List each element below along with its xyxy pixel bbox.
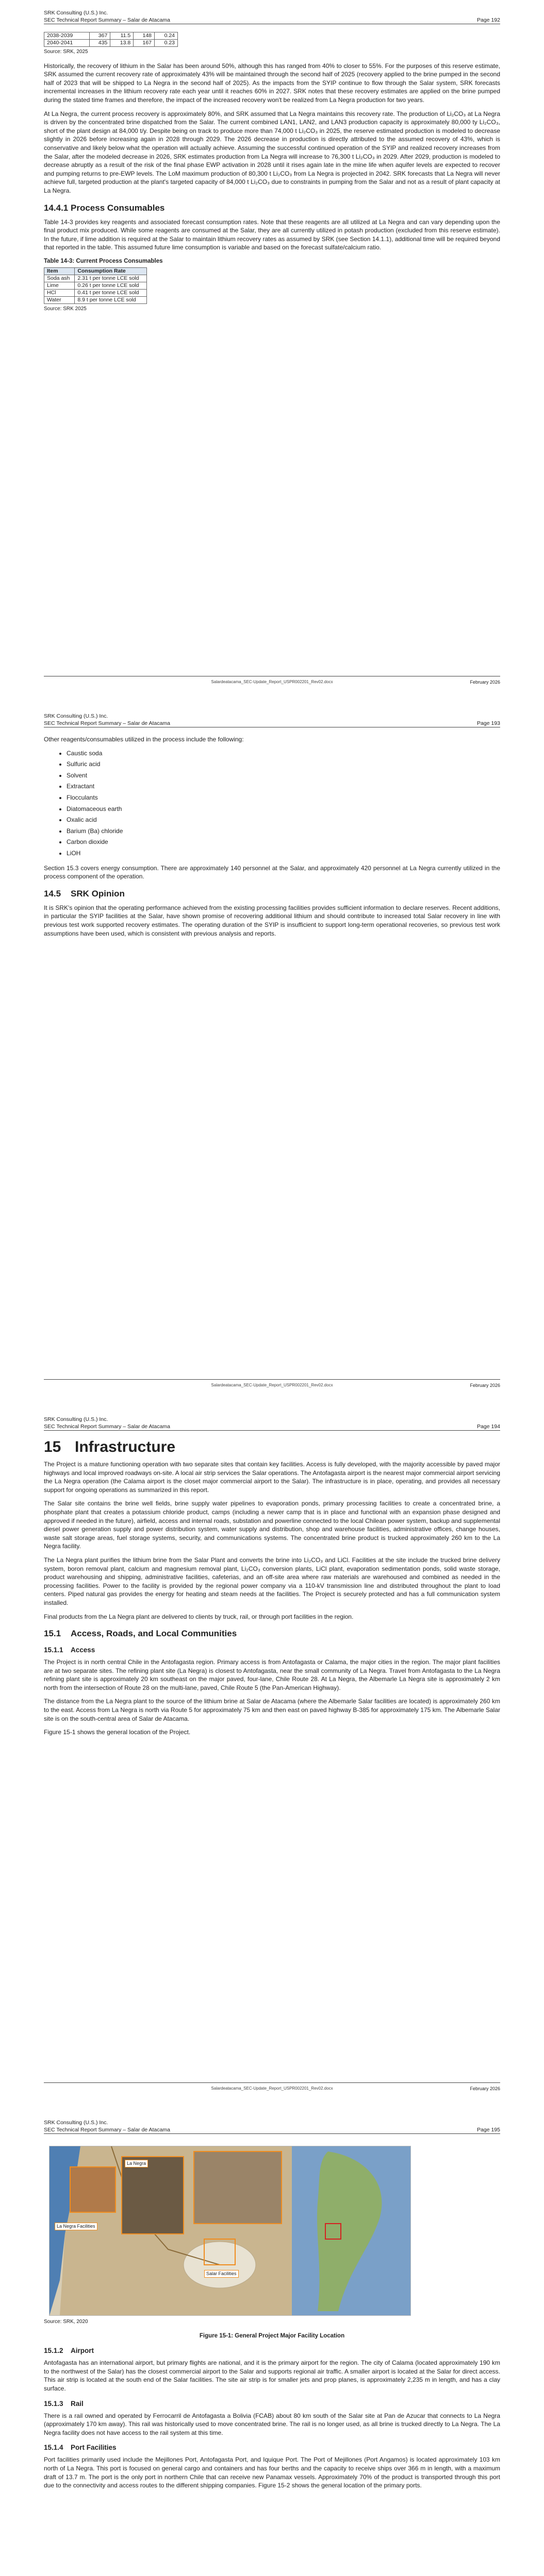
subsection-title: Port Facilities: [71, 2444, 117, 2452]
table-cell: 13.8: [110, 40, 134, 47]
page-footer: [44, 2082, 500, 2097]
salar-inset-photo: [194, 2151, 282, 2224]
paragraph: Figure 15-1 shows the general location of the Project.: [44, 1728, 191, 1736]
table-cell: 2038-2039: [44, 32, 90, 40]
table-cell: Water: [44, 297, 75, 304]
section-title: SRK Opinion: [71, 888, 125, 899]
page-194: [0, 1406, 544, 2110]
list-item: • Diatomaceous earth: [67, 805, 500, 814]
table-cell: 167: [134, 40, 155, 47]
chapter-number: 15: [44, 1438, 61, 1455]
header-report: SEC Technical Report Summary – Salar de Atacama: [44, 2127, 170, 2133]
table-source: Source: SRK, 2025: [44, 49, 88, 55]
la-negra-inset-marker: [70, 2167, 116, 2212]
header-report: SEC Technical Report Summary – Salar de Atacama: [44, 1423, 170, 1430]
section-number: 14.5: [44, 888, 61, 899]
footer-date: February 2026: [470, 1383, 500, 1388]
section-title: Access, Roads, and Local Communities: [71, 1629, 237, 1639]
paragraph: At La Negra, the current process recovery is approximately 80%, and SRK assumed that La Negra maintains this recovery rate. The production of Li₂CO₃ at La Negra is driven by the concentrated brine dispatched from the Salar. The current combined LAN1, LAN2, and LAN3 production capacity is approximately 80,000 ty Li₂CO₃, short of the plant design at 84,000 t/y. Despite being on track to produce more than 74,000 t Li₂CO₃ in 2025, the reserve estimated production is modeled to decrease slightly in 2026 before increasing again in 2028 through 2029. The 2026 decrease in production is directly attributed to the assumed recovery of 43%, which is conservative and likely below what the operation will actually achieve. Assuming the successful continued operation of the SYIP and realized recovery increases from the Salar, after the modeled decrease in 2026, SRK estimates production from La Negra will increase to 76,300 t Li₂CO₃ in 2029. After 2029, production is modeled to decrease abruptly as a result of the risk of the final phase EWP activation in 2028 until it rises again late in the mine life when aquifer levels are expected to recover and pumping returns to pre-EWP levels. The LoM maximum production of 80,300 t Li₂CO₃ from La Negra is projected in 2042. SRK forecasts that La Negra will never achieve full, targeted production at the plant's targeted capacity of 84,000 t Li₂CO₃ due to constraints in pumping from the Salar and not as a result of plant capacity at La Negra.: [44, 110, 500, 194]
salar-label: Salar Facilities: [204, 2270, 239, 2278]
table-cell: 148: [134, 32, 155, 40]
table-cell: 2040-2041: [44, 40, 90, 47]
table-cell: HCl: [44, 290, 75, 297]
section-title: Process Consumables: [71, 202, 165, 213]
paragraph: Port facilities primarily used include the Mejillones Port, Antofagasta Port, and Iquique Port. The Port of Mejillones (Port Angamos) is located approximately 103 km north of La Negra. This port is focused on general cargo and containers and has four berths and the capacity to receive ships over 366 m in length, with a maximum draft of 13.7 m. The port is the only port in northern Chile that can receive new Panamax vessels. Approximately 70% of the product is transported through this port due to the connectivity and access routes to the different shipping companies. Figure 15-2 shows the general location of the primary ports.: [44, 2456, 500, 2489]
page-195: [0, 2110, 544, 2576]
paragraph: Final products from the La Negra plant are delivered to clients by truck, rail, or through port facilities in the region.: [44, 1613, 354, 1620]
paragraph: There is a rail owned and operated by Ferrocarril de Antofagasta a Bolivia (FCAB) about 80 km south of the Salar site at Pan de Azucar that connects to La Negra (approximately 170 km away). This rail was historically used to move concentrated brine. The rail is no longer used, as all brine is trucked directly to La Negra. The La Negra facility does not have access to the rail system at this time.: [44, 2412, 500, 2436]
table-cell: 0.41 t per tonne LCE sold: [75, 290, 147, 297]
table-cell: Lime: [44, 282, 75, 290]
page-body: [44, 32, 500, 319]
location-map-figure: [49, 2146, 411, 2316]
page-footer: [44, 1379, 500, 1394]
inset-label: La Negra: [125, 2160, 148, 2167]
paragraph: The La Negra plant purifies the lithium brine from the Salar Plant and converts the brine into Li₂CO₃ and LiCl. Facilities at the site include the trucked brine delivery system, boron removal plant, calcium and magnesium removal plant, Li₂CO₃ conversion plants, LiCl plant, evaporation sedimentation ponds, solid waste storage, product warehousing and shipping, administrative facilities, cafeterias, and an off-site area where raw materials are warehoused and combined as needed in the processing facilities. Power to the facility is provided by the regional power company via a 110-kV transmission line and distributed throughout the plant to load centers. Piped natural gas provides the energy for heating and steam needs at the facilities. The Project is securely protected and has a full communication system installed.: [44, 1556, 500, 1606]
list-item: • LiOH: [67, 849, 500, 858]
header-left: [44, 1416, 170, 1430]
subsection-title: Access: [71, 1646, 95, 1654]
page-number: Page 195: [477, 2127, 500, 2133]
la-negra-inset-photo: [122, 2157, 184, 2234]
header-company: SRK Consulting (U.S.) Inc.: [44, 1416, 108, 1422]
paragraph: Section 15.3 covers energy consumption. There are approximately 140 personnel at the Salar, and approximately 420 personnel at La Negra currently utilized in the process component of the operation.: [44, 864, 500, 880]
table-header: Item: [44, 268, 75, 275]
table-cell: 0.26 t per tonne LCE sold: [75, 282, 147, 290]
list-item: • Caustic soda: [67, 749, 500, 758]
header-company: SRK Consulting (U.S.) Inc.: [44, 10, 108, 16]
paragraph: Antofagasta has an international airport, but primary flights are national, and it is the primary airport for the region. The city of Calama (located approximately 190 km to the northwest of the Salar) has the closest commercial airport to the Salar and supports regional air traffic. A smaller airport is located at the Salar for direct access. This air strip is located at the south end of the Salar facilities. The site air strip is for smaller jets and prop planes, is approximately 2,235 m in length, and has a clay surface.: [44, 2359, 500, 2392]
list-item: • Barium (Ba) chloride: [67, 827, 500, 836]
table-row: [44, 32, 178, 40]
page-header: [44, 1415, 500, 1431]
footer-date: February 2026: [470, 680, 500, 685]
table-header-row: [44, 268, 147, 275]
paragraph: Table 14-3 provides key reagents and associated forecast consumption rates. Note that these reagents are all utilized at La Negra and can vary depending upon the final product mix produced. While some reagents are consumed at the Salar, they are all currently utilized in potash production (excluded from this reserve estimate). In the future, if lime addition is required at the Salar to maintain lithium recovery rates as assumed by SRK (see Section 14.1.1), additional time will be required beyond that reported in the table. This assumed future lime consumption is variable and based on the forecast sulfate/calcium ratio.: [44, 218, 500, 251]
table-cell: 11.5: [110, 32, 134, 40]
page-header: [44, 8, 500, 24]
list-item: • Sulfuric acid: [67, 760, 500, 769]
paragraph: The Salar site contains the brine well fields, brine supply water pipelines to evaporation ponds, primary processing facilities to create a concentrated brine, a phosphate plant that creates a potassium chloride product, camps (including a newer camp that is in place and functional with an expansion phase designed and approved if needed in the future), airfield, access and internal roads, substation and powerline connected to the local Chilean power system, backup and supplemental diesel power generation supply and power distribution system, water supply and distribution, shop and warehouse facilities, administrative offices, change houses, waste salt storage areas, fuel storage systems, security, and communications systems. The concentrated brine product is trucked approximately 260 km to the La Negra facility.: [44, 1500, 500, 1550]
subsection-heading: [44, 2346, 500, 2355]
page-header: [44, 2118, 500, 2134]
page-193: [0, 703, 544, 1406]
page-body: [44, 1438, 500, 1742]
location-map: [50, 2146, 410, 2315]
list-item: • Extractant: [67, 782, 500, 791]
header-company: SRK Consulting (U.S.) Inc.: [44, 2120, 108, 2126]
paragraph: The distance from the La Negra plant to the source of the lithium brine at Salar de Atacama (where the Albemarle Salar facilities are located) is approximately 260 km to the east. Access from La Negra is north via Route 5 for approximately 75 km and then east on paved highway B-385 for approximately 175 km. The Albemarle Salar site is on the south-central area of Salar de Atacama.: [44, 1698, 500, 1722]
table-row: [44, 40, 178, 47]
page-192: [0, 0, 544, 703]
paragraph: Other reagents/consumables utilized in the process include the following:: [44, 736, 244, 743]
page-number: Page 192: [477, 17, 500, 23]
table-cell: 8.9 t per tonne LCE sold: [75, 297, 147, 304]
list-item: • Flocculants: [67, 793, 500, 802]
table-header: Consumption Rate: [75, 268, 147, 275]
figure-caption: Figure 15-1: General Project Major Facility Location: [199, 2332, 345, 2339]
footer-date: February 2026: [470, 2086, 500, 2091]
subsection-heading: [44, 2443, 500, 2452]
subsection-number: 15.1.3: [44, 2399, 63, 2408]
header-report: SEC Technical Report Summary – Salar de Atacama: [44, 17, 170, 23]
page-body: [44, 2142, 500, 2495]
table-cell: Soda ash: [44, 275, 75, 282]
paragraph: Historically, the recovery of lithium in the Salar has been around 50%, although this has ranged from 40% to closer to 55%. For the purposes of this reserve estimate, SRK assumed the current recovery rate of approximately 43% will be maintained through the second half of 2025 (recovery applied to the brine pumped in the second half of 2023 that will be shipped to La Negra in the second half of 2025). As the impacts from the SYIP continue to flow through the Salar system, SRK forecasts incremental increases in the lithium recovery rate each year until it reaches 60% in 2027. SRK notes that these recovery estimates are applied on the brine pumped during the stated time frames and therefore, the impact of the increased recovery won't be realized from La Negra production for two years.: [44, 62, 500, 104]
table-row: [44, 275, 147, 282]
consumables-table: [44, 267, 147, 304]
subsection-number: 15.1.4: [44, 2444, 63, 2452]
header-left: [44, 9, 170, 24]
table-source: Source: SRK 2025: [44, 306, 87, 312]
section-heading: [44, 888, 500, 900]
header-report: SEC Technical Report Summary – Salar de Atacama: [44, 720, 170, 726]
page-body: [44, 735, 500, 943]
page-number: Page 193: [477, 720, 500, 726]
la-negra-label: La Negra Facilities: [55, 2223, 97, 2230]
list-item: • Oxalic acid: [67, 816, 500, 824]
figure-source: Source: SRK, 2020: [44, 2319, 88, 2325]
subsection-number: 15.1.2: [44, 2347, 63, 2355]
section-heading: [44, 1628, 500, 1639]
footer-file: Salardeatacama_SEC-Update_Report_USPR002201_Rev02.docx: [211, 2086, 333, 2091]
paragraph: The Project is a mature functioning operation with two separate sites that contain key facilities. Access is fully developed, with the majority accessible by paved major highways and local improved roadways on-site. A local air strip services the Salar operations. The Antofagasta airport is the nearest major commercial airport servicing the La Negra operation (the Calama airport is the closet major commercial airport to the Salar). The infrastructure is in place, operating, and provides all necessary support for ongoing operations as summarized in this report.: [44, 1461, 500, 1494]
table-cell: 435: [89, 40, 110, 47]
page-number: Page 194: [477, 1423, 500, 1430]
chapter-title: Infrastructure: [75, 1438, 176, 1455]
page-footer: [44, 676, 500, 691]
subsection-number: 15.1.1: [44, 1646, 63, 1654]
footer-file: Salardeatacama_SEC-Update_Report_USPR002201_Rev02.docx: [211, 680, 333, 684]
table-row: [44, 282, 147, 290]
table-cell: 2.31 t per tonne LCE sold: [75, 275, 147, 282]
list-item: • Carbon dioxide: [67, 838, 500, 846]
subsection-title: Airport: [71, 2347, 94, 2355]
table-cell: 0.23: [155, 40, 178, 47]
list-item: • Solvent: [67, 771, 500, 780]
table-cell: 367: [89, 32, 110, 40]
footer-file: Salardeatacama_SEC-Update_Report_USPR002201_Rev02.docx: [211, 1383, 333, 1387]
subsection-heading: [44, 2399, 500, 2409]
header-left: [44, 713, 170, 727]
subsection-heading: [44, 1646, 500, 1655]
table-cell: 0.24: [155, 32, 178, 40]
section-number: 14.4.1: [44, 202, 69, 213]
header-left: [44, 2119, 170, 2133]
subsection-title: Rail: [71, 2399, 84, 2408]
lce-production-table: [44, 32, 178, 47]
chapter-heading: [44, 1438, 500, 1456]
section-heading: [44, 202, 500, 214]
page-header: [44, 711, 500, 727]
paragraph: It is SRK's opinion that the operating performance achieved from the existing processing facilities provides sufficient information to declare reserves. Recent additions, in particular the SYIP facilities at the Salar, have shown promise of recovering additional lithium and should contribute to increased total Salar recovery in line with previous test work supported recovery estimates. The operating duration of the SYIP is insufficient to support long-term operational recoveries, so previous test work assumptions have been used, which is consistent with previous analysis and reports.: [44, 904, 500, 937]
header-company: SRK Consulting (U.S.) Inc.: [44, 713, 108, 719]
table-row: [44, 297, 147, 304]
table-row: [44, 290, 147, 297]
section-number: 15.1: [44, 1629, 61, 1639]
consumables-list: [44, 749, 500, 858]
paragraph: The Project is in north central Chile in the Antofagasta region. Primary access is from Antofagasta or Calama, the major cities in the region. The major plant facilities are at two separate sites. The refining plant site (La Negra) is closest to Antofagasta, near the small community of La Negra. Travel from Antofagasta to the La Negra refining plant site is approximately 20 km southeast on the major paved, four-lane, Chile Route 28. At La Negra, the Albemarle La Negra site is approximately 2 km north from the intersection of Route 28 on the multi-lane, paved, Chile Route 5 (the Pan-American Highway).: [44, 1658, 500, 1691]
table-caption: Table 14-3: Current Process Consumables: [44, 258, 163, 264]
